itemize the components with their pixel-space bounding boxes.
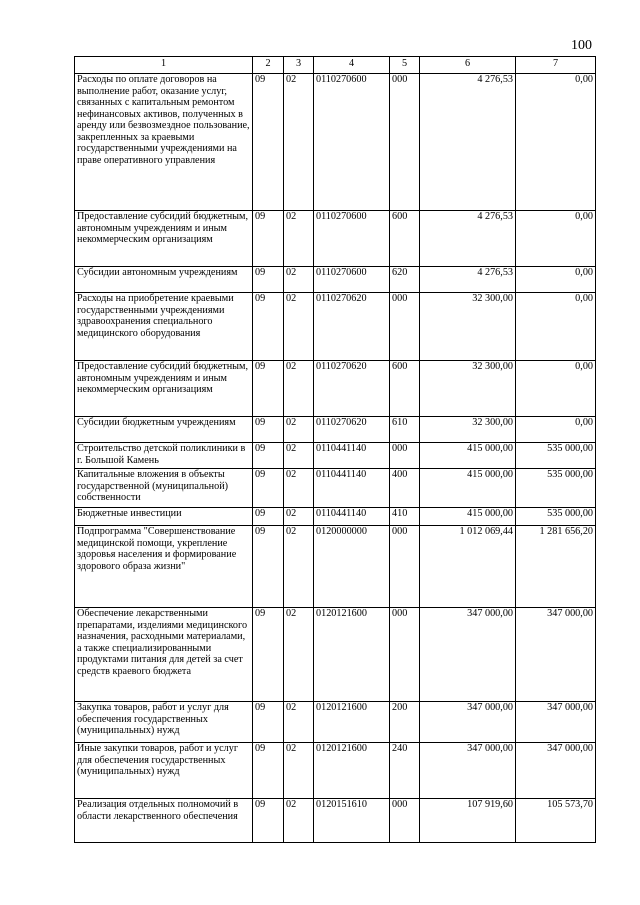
- expense-type-code: 000: [390, 443, 420, 469]
- column-header: 6: [420, 57, 516, 74]
- chapter-code: 09: [253, 443, 284, 469]
- amount-year-2: 0,00: [516, 293, 596, 361]
- table-row: [75, 469, 596, 508]
- expense-type-code: 410: [390, 508, 420, 526]
- row-name: Расходы на приобретение краевыми государственными учреждениями здравоохранения специального медицинского оборудования: [75, 293, 253, 361]
- row-name: Обеспечение лекарственными препаратами, изделиями медицинского назначения, расходными материалами, а также специализированными продуктами питания для детей за счет средств краевого бюджета: [75, 608, 253, 702]
- amount-year-1: 347 000,00: [420, 608, 516, 702]
- amount-year-1: 4 276,53: [420, 211, 516, 267]
- expense-type-code: 620: [390, 267, 420, 293]
- subsection-code: 02: [284, 608, 314, 702]
- table-row: [75, 526, 596, 608]
- amount-year-1: 347 000,00: [420, 743, 516, 799]
- table-row: [75, 508, 596, 526]
- target-article-code: 0110270600: [314, 74, 390, 211]
- target-article-code: 0110270600: [314, 267, 390, 293]
- table-row: [75, 361, 596, 417]
- amount-year-1: 107 919,60: [420, 799, 516, 843]
- expense-type-code: 610: [390, 417, 420, 443]
- row-name: Бюджетные инвестиции: [75, 508, 253, 526]
- target-article-code: 0120121600: [314, 702, 390, 743]
- column-header: 4: [314, 57, 390, 74]
- amount-year-2: 535 000,00: [516, 443, 596, 469]
- amount-year-2: 0,00: [516, 74, 596, 211]
- amount-year-2: 105 573,70: [516, 799, 596, 843]
- row-name: Закупка товаров, работ и услуг для обеспечения государственных (муниципальных) нужд: [75, 702, 253, 743]
- amount-year-1: 415 000,00: [420, 508, 516, 526]
- amount-year-1: 4 276,53: [420, 267, 516, 293]
- amount-year-2: 0,00: [516, 417, 596, 443]
- table-row: [75, 702, 596, 743]
- row-name: Предоставление субсидий бюджетным, автономным учреждениям и иным некоммерческим организациям: [75, 211, 253, 267]
- expense-type-code: 600: [390, 361, 420, 417]
- table-row: [75, 417, 596, 443]
- table-row: [75, 799, 596, 843]
- chapter-code: 09: [253, 469, 284, 508]
- amount-year-1: 415 000,00: [420, 469, 516, 508]
- subsection-code: 02: [284, 267, 314, 293]
- column-header: 2: [253, 57, 284, 74]
- chapter-code: 09: [253, 293, 284, 361]
- table-header-row: [75, 57, 596, 74]
- target-article-code: 0120121600: [314, 608, 390, 702]
- target-article-code: 0110441140: [314, 443, 390, 469]
- subsection-code: 02: [284, 293, 314, 361]
- subsection-code: 02: [284, 799, 314, 843]
- chapter-code: 09: [253, 361, 284, 417]
- expense-type-code: 200: [390, 702, 420, 743]
- row-name: Расходы по оплате договоров на выполнение работ, оказание услуг, связанных с капитальным ремонтом нефинансовых активов, полученных в аренду или безвозмездное пользование, закрепленных за краевыми государственными учреждениями на праве оперативного управления: [75, 74, 253, 211]
- amount-year-2: 0,00: [516, 267, 596, 293]
- budget-table: [74, 56, 596, 843]
- subsection-code: 02: [284, 508, 314, 526]
- chapter-code: 09: [253, 608, 284, 702]
- expense-type-code: 000: [390, 74, 420, 211]
- page-number: 100: [571, 38, 592, 53]
- subsection-code: 02: [284, 74, 314, 211]
- expense-type-code: 000: [390, 608, 420, 702]
- subsection-code: 02: [284, 526, 314, 608]
- target-article-code: 0120000000: [314, 526, 390, 608]
- amount-year-1: 415 000,00: [420, 443, 516, 469]
- table-row: [75, 743, 596, 799]
- row-name: Предоставление субсидий бюджетным, автономным учреждениям и иным некоммерческим организациям: [75, 361, 253, 417]
- expense-type-code: 240: [390, 743, 420, 799]
- target-article-code: 0120151610: [314, 799, 390, 843]
- subsection-code: 02: [284, 469, 314, 508]
- amount-year-1: 4 276,53: [420, 74, 516, 211]
- expense-type-code: 000: [390, 526, 420, 608]
- row-name: Капитальные вложения в объекты государственной (муниципальной) собственности: [75, 469, 253, 508]
- amount-year-2: 0,00: [516, 361, 596, 417]
- amount-year-1: 32 300,00: [420, 417, 516, 443]
- expense-type-code: 400: [390, 469, 420, 508]
- amount-year-1: 1 012 069,44: [420, 526, 516, 608]
- amount-year-2: 535 000,00: [516, 508, 596, 526]
- table-row: [75, 608, 596, 702]
- row-name: Иные закупки товаров, работ и услуг для обеспечения государственных (муниципальных) нужд: [75, 743, 253, 799]
- amount-year-2: 347 000,00: [516, 608, 596, 702]
- subsection-code: 02: [284, 702, 314, 743]
- amount-year-2: 1 281 656,20: [516, 526, 596, 608]
- table-row: [75, 267, 596, 293]
- target-article-code: 0110441140: [314, 469, 390, 508]
- target-article-code: 0110270620: [314, 361, 390, 417]
- chapter-code: 09: [253, 526, 284, 608]
- target-article-code: 0110441140: [314, 508, 390, 526]
- target-article-code: 0120121600: [314, 743, 390, 799]
- chapter-code: 09: [253, 211, 284, 267]
- column-header: 1: [75, 57, 253, 74]
- amount-year-1: 32 300,00: [420, 361, 516, 417]
- row-name: Реализация отдельных полномочий в области лекарственного обеспечения: [75, 799, 253, 843]
- subsection-code: 02: [284, 211, 314, 267]
- chapter-code: 09: [253, 267, 284, 293]
- chapter-code: 09: [253, 417, 284, 443]
- amount-year-2: 0,00: [516, 211, 596, 267]
- target-article-code: 0110270620: [314, 417, 390, 443]
- chapter-code: 09: [253, 743, 284, 799]
- column-header: 3: [284, 57, 314, 74]
- subsection-code: 02: [284, 417, 314, 443]
- row-name: Строительство детской поликлиники в г. Большой Камень: [75, 443, 253, 469]
- amount-year-1: 347 000,00: [420, 702, 516, 743]
- expense-type-code: 000: [390, 799, 420, 843]
- subsection-code: 02: [284, 361, 314, 417]
- column-header: 7: [516, 57, 596, 74]
- target-article-code: 0110270620: [314, 293, 390, 361]
- expense-type-code: 000: [390, 293, 420, 361]
- row-name: Субсидии бюджетным учреждениям: [75, 417, 253, 443]
- column-header: 5: [390, 57, 420, 74]
- chapter-code: 09: [253, 799, 284, 843]
- amount-year-1: 32 300,00: [420, 293, 516, 361]
- chapter-code: 09: [253, 702, 284, 743]
- chapter-code: 09: [253, 74, 284, 211]
- table-row: [75, 443, 596, 469]
- table-row: [75, 74, 596, 211]
- target-article-code: 0110270600: [314, 211, 390, 267]
- amount-year-2: 347 000,00: [516, 702, 596, 743]
- subsection-code: 02: [284, 443, 314, 469]
- row-name: Подпрограмма "Совершенствование медицинской помощи, укрепление здоровья населения и формирование здорового образа жизни": [75, 526, 253, 608]
- table-row: [75, 211, 596, 267]
- row-name: Субсидии автономным учреждениям: [75, 267, 253, 293]
- table-row: [75, 293, 596, 361]
- amount-year-2: 347 000,00: [516, 743, 596, 799]
- subsection-code: 02: [284, 743, 314, 799]
- chapter-code: 09: [253, 508, 284, 526]
- expense-type-code: 600: [390, 211, 420, 267]
- amount-year-2: 535 000,00: [516, 469, 596, 508]
